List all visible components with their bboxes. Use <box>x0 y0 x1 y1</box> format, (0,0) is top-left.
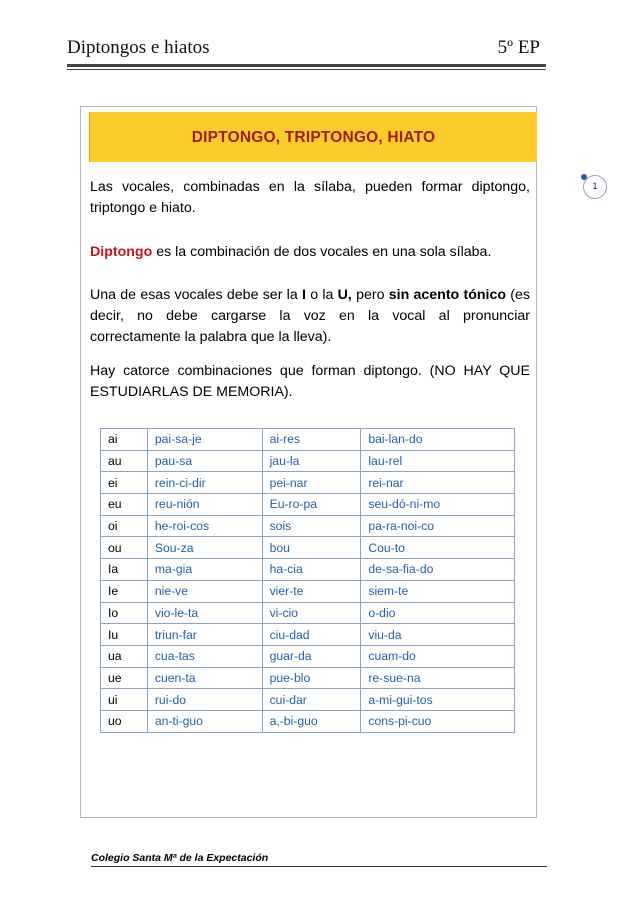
example-word-cell: Cou-to <box>361 537 515 559</box>
table-row <box>101 515 515 537</box>
example-word-cell: jau-la <box>262 450 361 472</box>
example-word-cell: pai-sa-je <box>147 429 262 451</box>
table-row <box>101 624 515 646</box>
letter-u: U, <box>337 287 352 303</box>
diphthong-cell: ui <box>101 689 148 711</box>
example-word-cell: vi-cio <box>262 602 361 624</box>
table-row <box>101 689 515 711</box>
table-row <box>101 472 515 494</box>
example-word-cell: sois <box>262 515 361 537</box>
example-word-cell: pau-sa <box>147 450 262 472</box>
example-word-cell: cuen-ta <box>147 667 262 689</box>
diphthong-cell: Ie <box>101 580 148 602</box>
term-diptongo: Diptongo <box>90 244 153 260</box>
example-word-cell: rein-ci-dir <box>147 472 262 494</box>
table-row <box>101 667 515 689</box>
table-row <box>101 537 515 559</box>
table-row <box>101 450 515 472</box>
table-row <box>101 710 515 732</box>
diphthong-cell: ua <box>101 645 148 667</box>
diphthong-cell: Ia <box>101 559 148 581</box>
example-word-cell: cui-dar <box>262 689 361 711</box>
example-word-cell: a-mi-gui-tos <box>361 689 515 711</box>
page-number: 1 <box>592 181 598 191</box>
diphthong-table <box>100 428 515 733</box>
example-word-cell: ai-res <box>262 429 361 451</box>
diphthong-cell: Iu <box>101 624 148 646</box>
example-word-cell: ciu-dad <box>262 624 361 646</box>
example-word-cell: vio-le-ta <box>147 602 262 624</box>
example-word-cell: lau-rel <box>361 450 515 472</box>
diphthong-table-body <box>101 429 515 733</box>
example-word-cell: reu-nión <box>147 494 262 516</box>
header-course: 5º EP <box>497 37 540 58</box>
page-header <box>67 33 546 65</box>
paragraph-intro: Las vocales, combinadas en la sílaba, pueden formar diptongo, triptongo e hiato. <box>90 179 530 216</box>
diphthong-cell: oi <box>101 515 148 537</box>
example-word-cell: rei-nar <box>361 472 515 494</box>
example-word-cell: re-sue-na <box>361 667 515 689</box>
example-word-cell: bai-lan-do <box>361 429 515 451</box>
header-title: Diptongos e hiatos <box>67 37 210 58</box>
table-row <box>101 494 515 516</box>
term-sin-acento-tonico: sin acento tónico <box>388 287 507 303</box>
diphthong-cell: Io <box>101 602 148 624</box>
paragraph-text: pero <box>351 287 389 303</box>
table-row <box>101 429 515 451</box>
diphthong-cell: ou <box>101 537 148 559</box>
footer-rule <box>91 866 547 867</box>
table-row <box>101 645 515 667</box>
example-word-cell: triun-far <box>147 624 262 646</box>
example-word-cell: guar-da <box>262 645 361 667</box>
example-word-cell: Sou-za <box>147 537 262 559</box>
diphthong-cell: au <box>101 450 148 472</box>
paragraph-text: (es decir, no debe cargarse la voz en la vocal al pronunciar correctamente la palabra que la lleva). <box>90 287 530 345</box>
example-word-cell: pei-nar <box>262 472 361 494</box>
example-word-cell: a,-bi-guo <box>262 710 361 732</box>
example-word-cell: vier-te <box>262 580 361 602</box>
paragraph-combinations: Hay catorce combinaciones que forman diptongo. (NO HAY QUE ESTUDIARLAS DE MEMORIA). <box>90 363 530 400</box>
example-word-cell: o-dio <box>361 602 515 624</box>
page-number-badge <box>583 175 607 199</box>
diphthong-cell: ai <box>101 429 148 451</box>
example-word-cell: bou <box>262 537 361 559</box>
header-rule <box>67 64 546 67</box>
example-word-cell: cua-tas <box>147 645 262 667</box>
example-word-cell: ha-cia <box>262 559 361 581</box>
example-word-cell: siem-te <box>361 580 515 602</box>
table-row <box>101 559 515 581</box>
paragraph-text: o la <box>305 287 338 303</box>
example-word-cell: cuam-do <box>361 645 515 667</box>
table-row <box>101 580 515 602</box>
example-word-cell: rui-do <box>147 689 262 711</box>
diphthong-cell: ei <box>101 472 148 494</box>
paragraph-vowel-rule <box>90 285 530 348</box>
example-word-cell: pa-ra-noi-co <box>361 515 515 537</box>
paragraph-text: es la combinación de dos vocales en una sola sílaba. <box>152 244 492 260</box>
diphthong-cell: ue <box>101 667 148 689</box>
example-word-cell: ma-gia <box>147 559 262 581</box>
section-title: DIPTONGO, TRIPTONGO, HIATO <box>191 129 436 146</box>
header-rule-thin <box>67 69 546 70</box>
diphthong-cell: eu <box>101 494 148 516</box>
table-row <box>101 602 515 624</box>
example-word-cell: viu-da <box>361 624 515 646</box>
example-word-cell: Eu-ro-pa <box>262 494 361 516</box>
title-band <box>89 112 537 162</box>
example-word-cell: cons-pi-cuo <box>361 710 515 732</box>
letter-i: I <box>301 287 306 303</box>
example-word-cell: an-ti-guo <box>147 710 262 732</box>
example-word-cell: pue-blo <box>262 667 361 689</box>
paragraph-diptongo-definition <box>90 242 530 263</box>
diphthong-cell: uo <box>101 710 148 732</box>
example-word-cell: seu-dó-ni-mo <box>361 494 515 516</box>
paragraph-text: Una de esas vocales debe ser la <box>90 287 302 303</box>
example-word-cell: nie-ve <box>147 580 262 602</box>
example-word-cell: de-sa-fia-do <box>361 559 515 581</box>
footer-school-name: Colegio Santa Mª de la Expectación <box>91 852 269 864</box>
example-word-cell: he-roi-cos <box>147 515 262 537</box>
